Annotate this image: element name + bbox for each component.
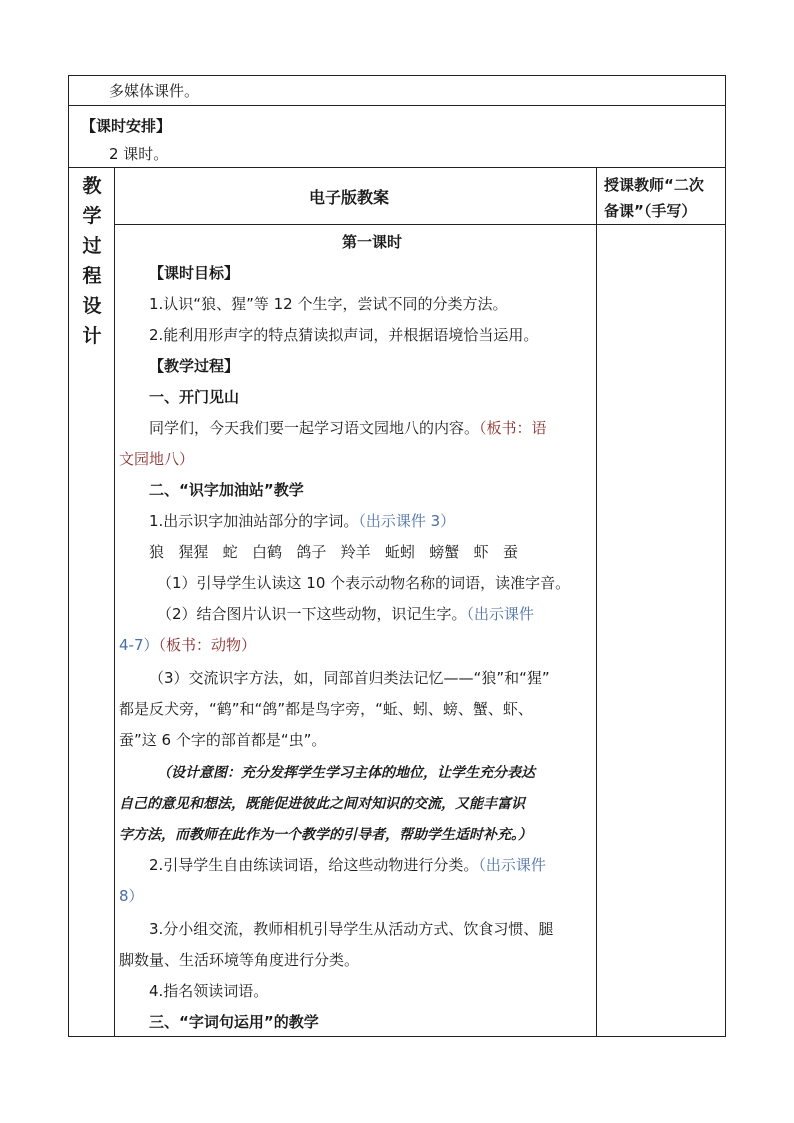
side-label-char: 程 — [82, 265, 102, 287]
side-label-char: 教 — [82, 175, 102, 197]
board-note: （板书：动物） — [158, 636, 257, 654]
step2 — [149, 855, 546, 875]
row-divider — [114, 224, 725, 225]
goal-1: 1.认识“狼、猩”等 12 个生字，尝试不同的分类方法。 — [149, 295, 508, 313]
section2-heading: 二、“识字加油站”教学 — [149, 481, 304, 499]
courseware-note: （出示课件 — [466, 605, 535, 623]
materials-text: 多媒体课件。 — [109, 82, 200, 100]
side-label-char: 设 — [82, 295, 102, 317]
animal-word: 猩猩 — [178, 543, 209, 561]
column-divider — [114, 167, 115, 1037]
board-note: 文园地八） — [119, 450, 195, 468]
goals-heading: 【课时目标】 — [149, 264, 240, 282]
sub-step-3-line3: 蚕”这 6 个字的部首都是“虫”。 — [119, 731, 327, 749]
design-intent-line2: 自己的意见和想法，既能促进彼此之间对知识的交流，又能丰富识 — [119, 796, 525, 812]
step4: 4.指名领读词语。 — [149, 982, 269, 1000]
step1 — [149, 511, 455, 531]
lesson-plan-table — [68, 75, 726, 1037]
center-heading: 电子版教案 — [309, 188, 390, 207]
animal-word: 蛇 — [222, 543, 238, 561]
step2-text: 2.引导学生自由练读词语，给这些动物进行分类。 — [149, 856, 479, 874]
row-divider — [69, 105, 725, 106]
animal-word-list — [149, 542, 518, 562]
animal-word: 虾 — [473, 543, 489, 561]
process-heading: 【教学过程】 — [149, 357, 240, 375]
right-heading-line2: 备课”（手写） — [604, 202, 697, 220]
courseware-note: 8） — [119, 887, 144, 905]
goal-2: 2.能利用形声字的特点猜读拟声词，并根据语境恰当运用。 — [149, 326, 539, 344]
step3-line2: 脚数量、生活环境等角度进行分类。 — [119, 951, 360, 969]
lesson-title: 第一课时 — [342, 233, 403, 251]
sub-step-3-line1: （3）交流识字方法，如，同部首归类法记忆——“狼”和“猩” — [149, 669, 550, 687]
column-divider — [596, 167, 597, 1037]
side-label-char: 过 — [82, 235, 102, 257]
courseware-note: 4-7） — [119, 636, 159, 654]
section3-heading: 三、“字词句运用”的教学 — [149, 1013, 319, 1031]
sub-step-2-text: （2）结合图片认识一下这些动物，识记生字。 — [157, 605, 467, 623]
step3-line1: 3.分小组交流，教师相机引导学生从活动方式、饮食习惯、腿 — [149, 920, 554, 938]
board-note: （板书：语 — [479, 419, 547, 437]
side-label — [77, 171, 107, 351]
courseware-note: （出示课件 — [478, 856, 546, 874]
row-divider — [69, 167, 725, 168]
animal-word: 鸽子 — [296, 543, 327, 561]
section1-text: 同学们，今天我们要一起学习语文园地八的内容。 — [149, 419, 480, 437]
section1-heading: 一、开门见山 — [149, 388, 240, 406]
animal-word: 螃蟹 — [429, 543, 460, 561]
design-intent-line1: （设计意图：充分发挥学生学习主体的地位，让学生充分表达 — [157, 765, 535, 781]
right-heading-line1: 授课教师“二次 — [604, 176, 704, 194]
sub-step-2-cont — [119, 635, 256, 655]
side-label-char: 学 — [82, 205, 102, 227]
sub-step-1: （1）引导学生认读这 10 个表示动物名称的词语，读准字音。 — [157, 574, 571, 592]
section1-paragraph — [149, 418, 547, 438]
sub-step-2 — [157, 604, 534, 624]
animal-word: 蚯蚓 — [384, 543, 415, 561]
animal-word: 蚕 — [502, 543, 518, 561]
animal-word: 白鹤 — [251, 543, 282, 561]
step1-text: 1.出示识字加油站部分的字词。 — [149, 512, 359, 530]
animal-word: 羚羊 — [340, 543, 371, 561]
animal-word: 狼 — [149, 543, 165, 561]
schedule-heading: 【课时安排】 — [81, 117, 172, 135]
schedule-text: 2 课时。 — [109, 145, 169, 163]
sub-step-3-line2: 都是反犬旁，“鹤”和“鸽”都是鸟字旁，“蚯、蚓、螃、蟹、虾、 — [119, 700, 533, 718]
courseware-note: （出示课件 3） — [358, 512, 456, 530]
side-label-char: 计 — [82, 325, 102, 347]
design-intent-line3: 字方法，而教师在此作为一个教学的引导者，帮助学生适时补充。） — [119, 827, 532, 843]
